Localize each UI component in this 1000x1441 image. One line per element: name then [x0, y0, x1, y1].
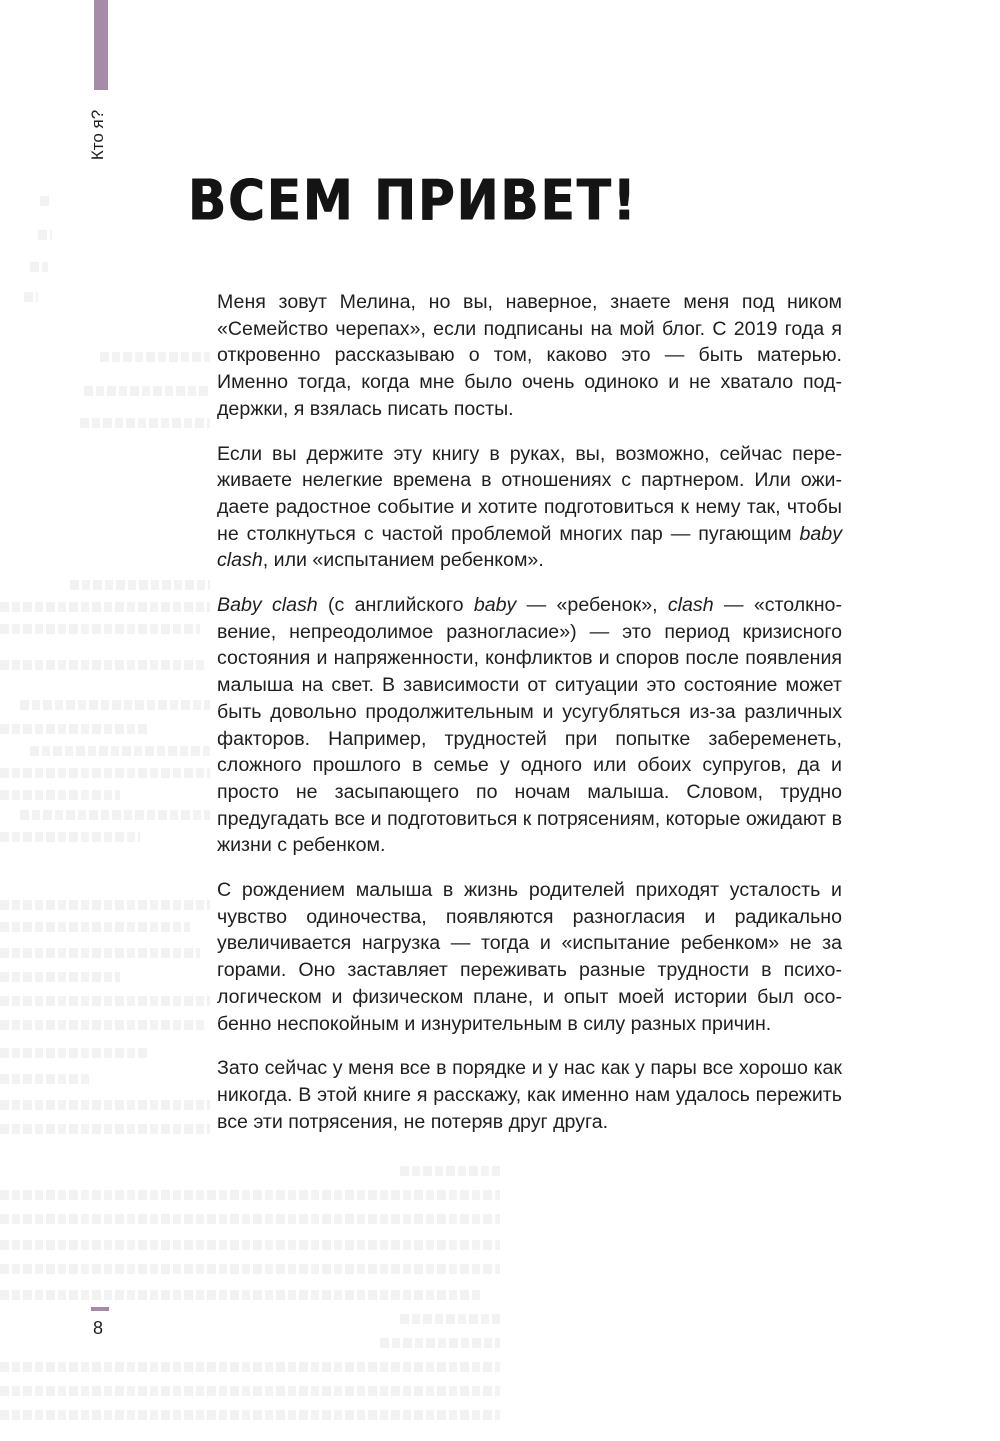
accent-bar: [94, 0, 108, 90]
text-run: , или «испытанием ребенком».: [262, 549, 544, 572]
text-run: (с английского: [317, 594, 474, 617]
italic-term: baby clash: [217, 522, 842, 572]
text-run: С рождением малыша в жизнь родителей приходят усталость и чувство одиночества, появляются разногласия и радикально увеличивается нагрузка — тогда и «испытание ребенком» не за горами. Оно заставляет переживать разные трудности в психологическом и физическом плане, и опыт моей истории был особенно неспокойным и изнурительным в силу разных причин.: [217, 879, 842, 1035]
italic-term: Baby clash: [217, 594, 318, 617]
body-text: [217, 289, 842, 1153]
text-run: Если вы держите эту книгу в руках, вы, возможно, сейчас переживаете нелегкие времена в отношениях с партнером. Или ожидаете радостное событие и хотите подготовиться к нему так, чтобы не столкнуться с частой проблемой многих пар — пугающим: [217, 442, 842, 545]
text-run: — «столкновение, непреодолимое разногласие») — это период кризисного состояния и напряженности, конфликтов и споров после появления малыша на свет. В зависимости от ситуации это состояние может быть довольно продолжительным и усугубляться из-за различных факторов. Например, трудностей при попытке забеременеть, сложного прошлого в семье у одного или обоих супругов, да и просто не засыпающего по ночам малыша. Словом, трудно предугадать все и подготовиться к потрясениям, которые ожидают в жизни с ребенком.: [217, 594, 842, 857]
page-number: 8: [93, 1318, 104, 1338]
running-head: [87, 100, 109, 170]
paragraph: [217, 592, 842, 859]
paragraph: [217, 289, 842, 423]
text-run: — «ребенок»,: [516, 594, 668, 617]
text-run: Меня зовут Мелина, но вы, наверное, знаете меня под ником «Семейство черепах», если подписаны на мой блог. С 2019 года я откровенно рассказываю о том, каково это — быть матерью. Именно тогда, когда мне было очень одиноко и не хватало поддержки, я взялась писать посты.: [217, 291, 842, 420]
italic-term: baby: [473, 594, 517, 617]
running-head-text: Кто я?: [88, 109, 107, 161]
paragraph: [217, 1055, 842, 1135]
chapter-title: ВСЕМ ПРИВЕТ!: [188, 168, 638, 233]
text-run: Зато сейчас у меня все в порядке и у нас как у пары все хорошо как никогда. В этой книге я расскажу, как именно нам удалось пережить все эти потрясения, не потеряв друг друга.: [217, 1057, 842, 1133]
italic-term: clash: [667, 594, 714, 617]
paragraph: [217, 877, 842, 1037]
folio-rule: [91, 1307, 109, 1311]
paragraph: [217, 441, 842, 575]
